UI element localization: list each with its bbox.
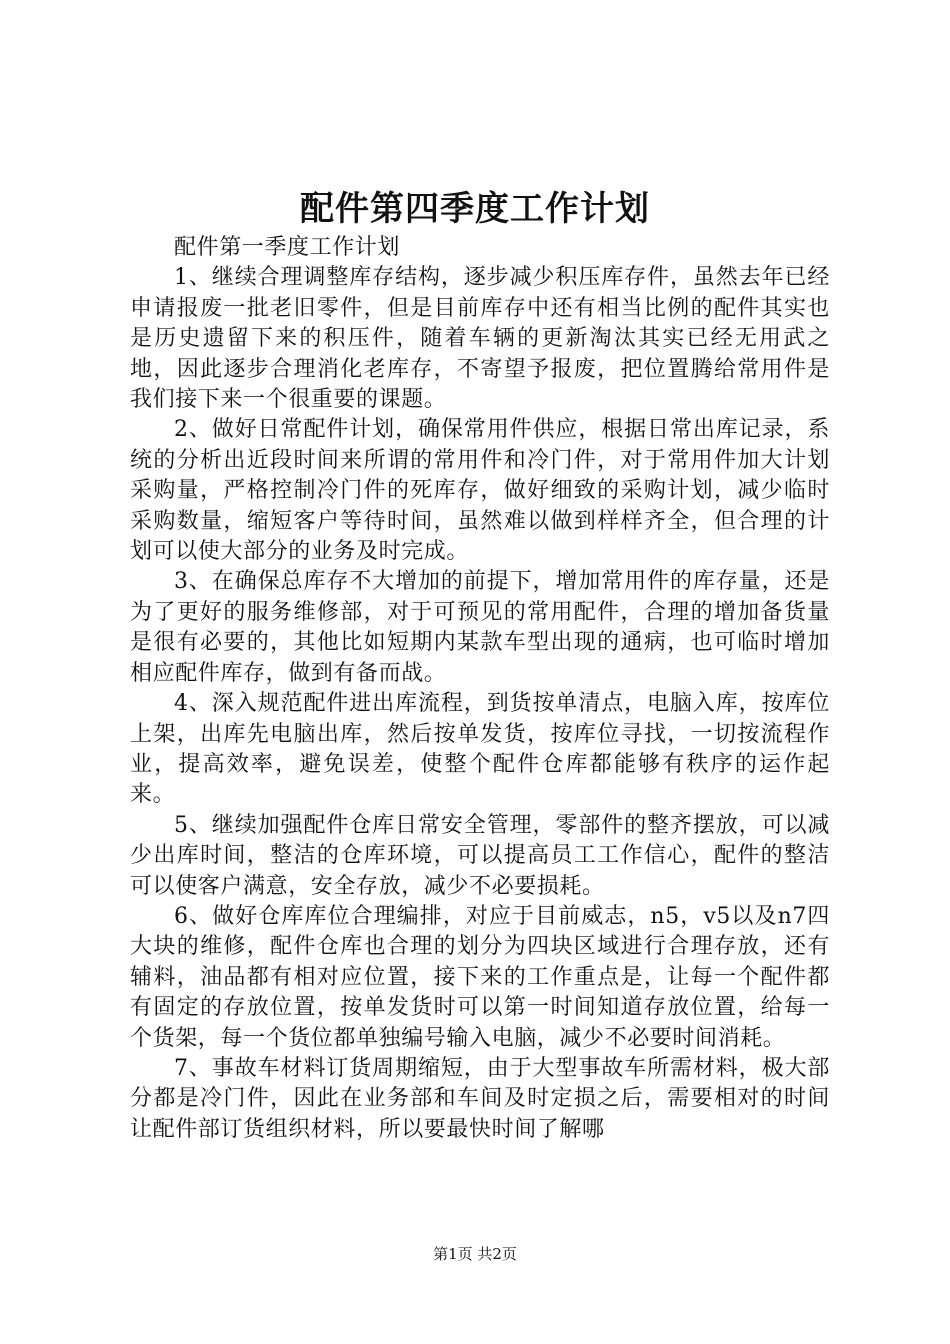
paragraph-item-5: 5、继续加强配件仓库日常安全管理，零部件的整齐摆放，可以减少出库时间，整洁的仓库环境，可以提高员工工作信心，配件的整洁可以使客户满意，安全存放，减少不必要损耗。 [130, 812, 830, 899]
subtitle-paragraph: 配件第一季度工作计划 [174, 235, 401, 260]
paragraph-item-7: 7、事故车材料订货周期缩短，由于大型事故车所需材料，极大部分都是冷门件，因此在业务部和车间及时定损之后，需要相对的时间让配件部订货组织材料，所以要最快时间了解哪 [130, 1055, 830, 1142]
paragraph-item-1: 1、继续合理调整库存结构，逐步减少积压库存件，虽然去年已经申请报废一批老旧零件，但是目前库存中还有相当比例的配件其实也是历史遗留下来的积压件，随着车辆的更新淘汰其实已经无用武之地，因此逐步合理消化老库存，不寄望予报废，把位置腾给常用件是我们接下来一个很重要的课题。 [130, 265, 830, 413]
document-body [130, 233, 830, 1145]
page-number-footer: 第1页 共2页 [433, 1245, 517, 1263]
paragraph-item-6: 6、做好仓库库位合理编排，对应于目前威志，n5，v5以及n7四大块的维修，配件仓库也合理的划分为四块区域进行合理存放，还有辅料，油品都有相对应位置，接下来的工作重点是，让每一个配件都有固定的存放位置，按单发货时可以第一时间知道存放位置，给每一个货架，每一个货位都单独编号输入电脑，减少不必要时间消耗。 [130, 903, 830, 1051]
paragraph-item-4: 4、深入规范配件进出库流程，到货按单清点，电脑入库，按库位上架，出库先电脑出库，然后按单发货，按库位寻找，一切按流程作业，提高效率，避免误差，使整个配件仓库都能够有秩序的运作起来。 [130, 691, 830, 808]
paragraph-item-3: 3、在确保总库存不大增加的前提下，增加常用件的库存量，还是为了更好的服务维修部，对于可预见的常用配件，合理的增加备货量是很有必要的，其他比如短期内某款车型出现的通病，也可临时增加相应配件库存，做到有备而战。 [130, 569, 830, 686]
document-title: 配件第四季度工作计划 [300, 189, 650, 229]
paragraph-item-2: 2、做好日常配件计划，确保常用件供应，根据日常出库记录，系统的分析出近段时间来所谓的常用件和冷门件，对于常用件加大计划采购量，严格控制冷门件的死库存，做好细致的采购计划，减少临时采购数量，缩短客户等待时间，虽然难以做到样样齐全，但合理的计划可以使大部分的业务及时完成。 [130, 417, 830, 565]
